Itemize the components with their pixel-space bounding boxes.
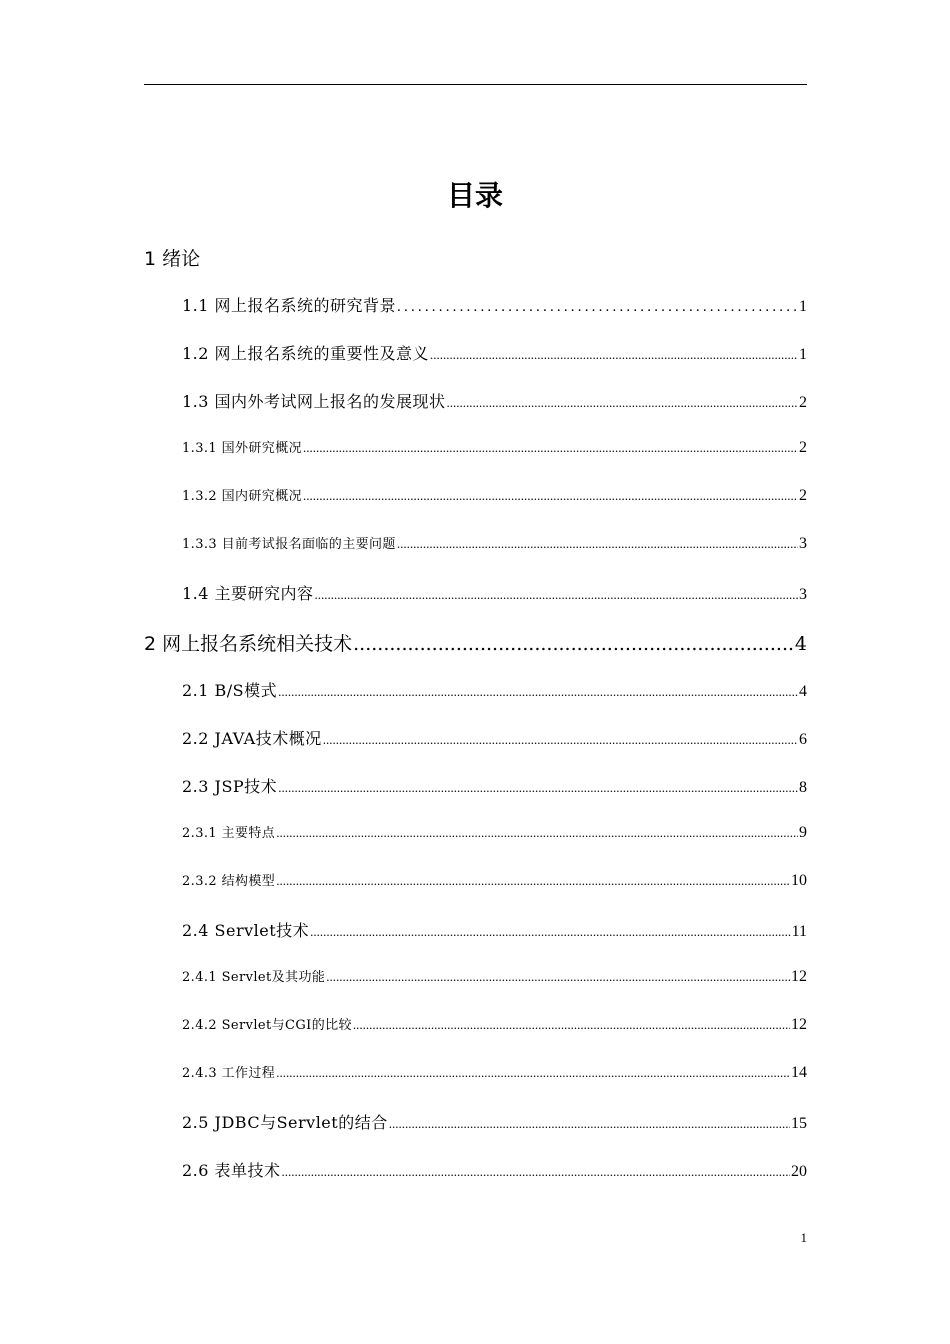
- toc-entry[interactable]: [182, 1062, 807, 1082]
- toc-title: 目录: [446, 179, 503, 212]
- toc-dot-leader: [276, 825, 798, 841]
- toc-entry-page: 11: [791, 923, 807, 940]
- toc-entry[interactable]: [182, 485, 807, 505]
- toc-entry[interactable]: [182, 437, 807, 457]
- toc-dot-leader: [447, 395, 798, 411]
- toc-entry-label: 2.1 B/S模式: [182, 681, 278, 700]
- toc-entry-label: 2.6 表单技术: [182, 1161, 281, 1180]
- toc-entry-page: 10: [791, 872, 807, 889]
- header-rule: [144, 84, 807, 85]
- toc-dot-leader: [303, 488, 798, 504]
- toc-entry-page: 4: [799, 683, 807, 700]
- toc-dot-leader: [397, 536, 798, 552]
- toc-entry-label: 2.5 JDBC与Servlet的结合: [182, 1113, 388, 1132]
- toc-entry-label: 1.2 网上报名系统的重要性及意义: [182, 344, 430, 363]
- toc-entry-label: 1 绪论: [144, 248, 201, 270]
- toc-entry[interactable]: [144, 629, 807, 656]
- toc-entry-label: 2.4.1 Servlet及其功能: [182, 970, 326, 985]
- toc-entry-label: 2.2 JAVA技术概况: [182, 729, 322, 748]
- toc-dot-leader: [278, 684, 798, 700]
- toc-entry-page: 1: [799, 298, 807, 315]
- toc-entry-page: 2: [799, 394, 807, 411]
- footer-page-number: 1: [800, 1230, 807, 1245]
- toc-entry-page: 4: [794, 633, 807, 655]
- toc-entry[interactable]: [182, 918, 807, 941]
- toc-entry[interactable]: [182, 678, 807, 701]
- toc-entry[interactable]: [182, 389, 807, 412]
- toc-dot-leader: [303, 440, 798, 456]
- toc-entry-label: 2.4.2 Servlet与CGI的比较: [182, 1018, 352, 1033]
- toc-entry-page: 6: [799, 731, 807, 748]
- toc-entry[interactable]: [182, 1110, 807, 1133]
- toc-entry-page: 3: [799, 586, 807, 603]
- toc-entry-label: 2.3.2 结构模型: [182, 874, 276, 889]
- toc-entry[interactable]: [144, 244, 200, 271]
- toc-entry[interactable]: [182, 341, 807, 364]
- toc-dot-leader: [353, 633, 794, 655]
- toc-entry-label: 1.3.3 目前考试报名面临的主要问题: [182, 537, 396, 552]
- toc-entry[interactable]: [182, 293, 807, 316]
- toc-entry[interactable]: [182, 1014, 807, 1034]
- toc-entry-page: 2: [799, 439, 807, 456]
- toc-entry[interactable]: [182, 1158, 807, 1181]
- toc-entry-page: 9: [799, 824, 807, 841]
- toc-entry-label: 2.3 JSP技术: [182, 777, 278, 796]
- toc-dot-leader: [326, 969, 790, 985]
- toc-dot-leader: [315, 587, 798, 603]
- toc-dot-leader: [430, 347, 798, 363]
- toc-dot-leader: [276, 873, 790, 889]
- toc-entry-label: 2.4 Servlet技术: [182, 921, 310, 940]
- toc-entry-label: 2.3.1 主要特点: [182, 826, 276, 841]
- toc-entry[interactable]: [182, 774, 807, 797]
- toc-entry-page: 1: [799, 346, 807, 363]
- toc-entry-label: 1.1 网上报名系统的研究背景: [182, 296, 397, 315]
- toc-entry[interactable]: [182, 966, 807, 986]
- toc-dot-leader: [397, 299, 798, 316]
- toc-dot-leader: [276, 1065, 790, 1081]
- toc-entry-page: 12: [791, 1016, 807, 1033]
- toc-entry-label: 2.4.3 工作过程: [182, 1066, 276, 1081]
- toc-entry[interactable]: [182, 822, 807, 842]
- toc-entry-page: 14: [791, 1064, 807, 1081]
- toc-entry[interactable]: [182, 533, 807, 553]
- toc-dot-leader: [278, 780, 798, 796]
- toc-dot-leader: [282, 1164, 790, 1180]
- toc-entry-label: 1.3.2 国内研究概况: [182, 489, 303, 504]
- toc-dot-leader: [353, 1017, 790, 1033]
- toc-dot-leader: [323, 732, 798, 748]
- toc-dot-leader: [310, 924, 790, 940]
- toc-entry-page: 20: [791, 1163, 807, 1180]
- toc-entry[interactable]: [182, 581, 807, 604]
- toc-entry-page: 8: [799, 779, 807, 796]
- toc-entry-page: 3: [799, 535, 807, 552]
- toc-entry[interactable]: [182, 870, 807, 890]
- toc-dot-leader: [389, 1116, 790, 1132]
- toc-entry[interactable]: [182, 726, 807, 749]
- toc-entry-page: 2: [799, 487, 807, 504]
- toc-entry-label: 2 网上报名系统相关技术: [144, 633, 353, 655]
- toc-entry-label: 1.4 主要研究内容: [182, 584, 314, 603]
- toc-entry-page: 15: [791, 1115, 807, 1132]
- toc-entry-label: 1.3.1 国外研究概况: [182, 441, 303, 456]
- toc-entry-page: 12: [791, 968, 807, 985]
- toc-entry-label: 1.3 国内外考试网上报名的发展现状: [182, 392, 446, 411]
